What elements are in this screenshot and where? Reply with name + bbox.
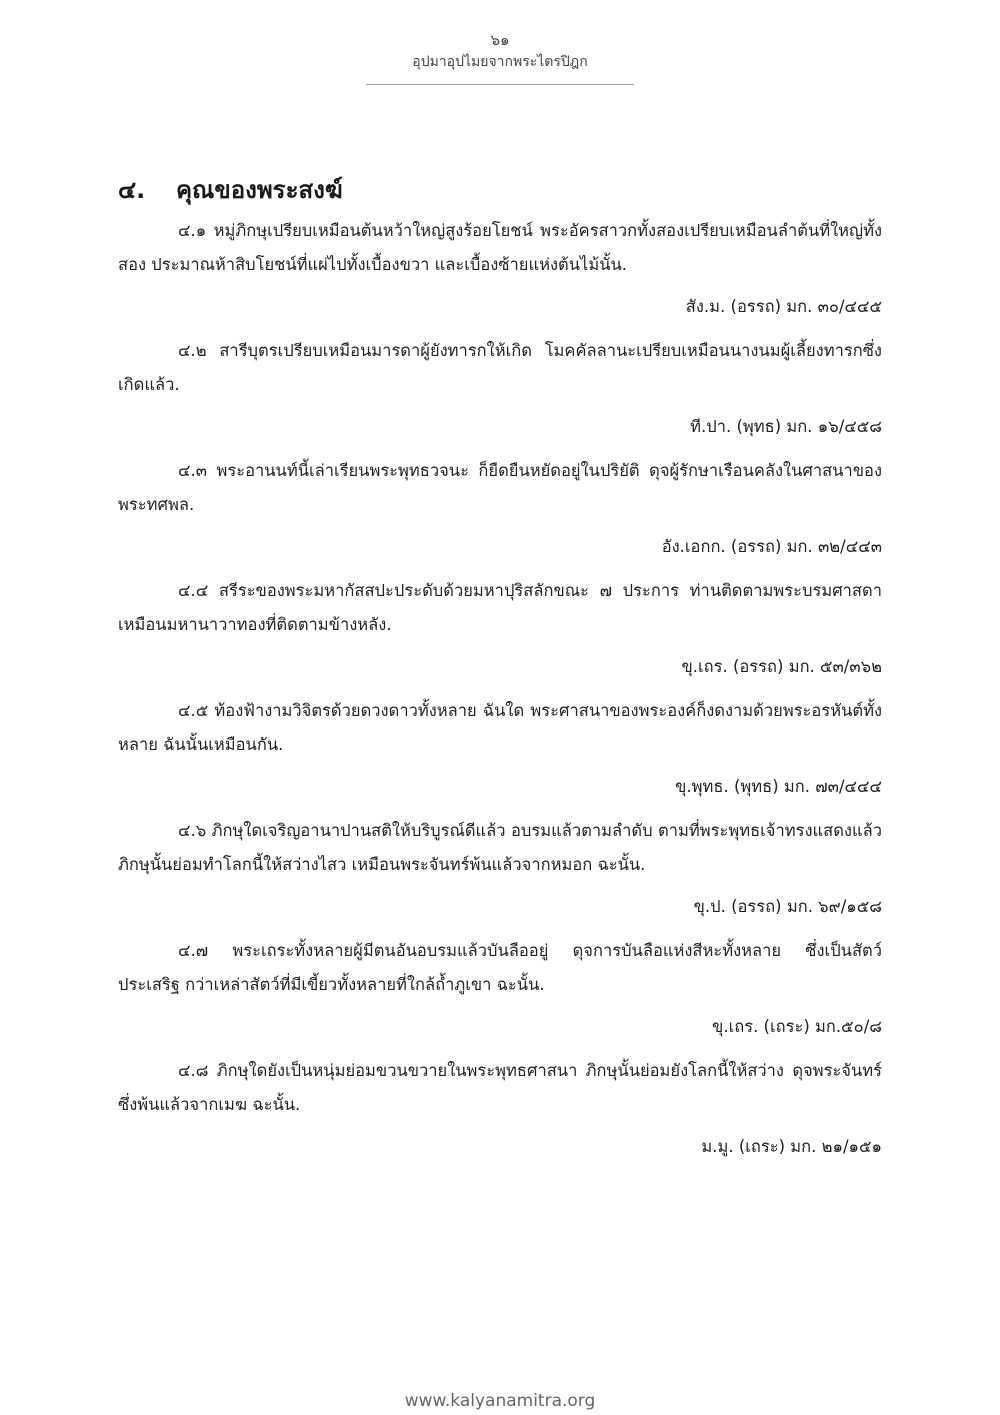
entry-reference: อัง.เอกก. (อรรถ) มก. ๓๒/๔๔๓ — [661, 537, 882, 556]
entry-reference: ที.ปา. (พุทธ) มก. ๑๖/๔๕๘ — [690, 417, 882, 436]
page-header — [0, 30, 1000, 85]
entry-4-7 — [118, 934, 882, 1044]
entry-4-2 — [118, 334, 882, 444]
entry-text: ๔.๓ พระอานนท์นี้เล่าเรียนพระพุทธวจนะ ก็ยืดยืนหยัดอยู่ในปริยัติ ดุจผู้รักษาเรือนคลังในศาสนาของพระทศพล. — [118, 461, 882, 514]
section-title: คุณของพระสงฆ์ — [176, 176, 343, 204]
entry-text: ๔.๒ สารีบุตรเปรียบเหมือนมารดาผู้ยังทารกให้เกิด โมคคัลลานะเปรียบเหมือนนางนมผู้เลี้ยงทารกซึ่งเกิดแล้ว. — [118, 341, 882, 394]
entry-text: ๔.๑ หมู่ภิกษุเปรียบเหมือนต้นหว้าใหญ่สูงร้อยโยชน์ พระอัครสาวกทั้งสองเปรียบเหมือนลำต้นที่ใหญ่ทั้งสอง ประมาณห้าสิบโยชน์ที่แผ่ไปทั้งเบื้องขวา และเบื้องซ้ายแห่งต้นไม้นั้น. — [118, 221, 882, 274]
entry-reference: ม.มู. (เถระ) มก. ๒๑/๑๕๑ — [701, 1137, 882, 1156]
entry-4-1 — [118, 214, 882, 324]
page-body — [118, 172, 882, 1174]
header-divider — [366, 84, 634, 85]
entry-text: ๔.๔ สรีระของพระมหากัสสปะประดับด้วยมหาปุริสลักขณะ ๗ ประการ ท่านติดตามพระบรมศาสดา เหมือนมหานาวาทองที่ติดตามข้างหลัง. — [118, 581, 882, 634]
footer-website: www.kalyanamitra.org — [404, 1391, 596, 1411]
section-number: ๔. — [118, 176, 146, 204]
entry-4-4 — [118, 574, 882, 684]
entry-reference: สัง.ม. (อรรถ) มก. ๓๐/๔๔๕ — [685, 297, 882, 316]
entry-4-3 — [118, 454, 882, 564]
entry-4-8 — [118, 1054, 882, 1164]
entry-reference: ขุ.พุทธ. (พุทธ) มก. ๗๓/๔๔๔ — [675, 777, 882, 796]
entry-text: ๔.๗ พระเถระทั้งหลายผู้มีตนอันอบรมแล้วบันลืออยู่ ดุจการบันลือแห่งสีหะทั้งหลาย ซึ่งเป็นสัตว์ประเสริฐ กว่าเหล่าสัตว์ที่มีเขี้ยวทั้งหลายที่ใกล้ถ้ำภูเขา ฉะนั้น. — [118, 941, 882, 994]
entry-text: ๔.๕ ท้องฟ้างามวิจิตรด้วยดวงดาวทั้งหลาย ฉันใด พระศาสนาของพระองค์ก็งดงามด้วยพระอรหันต์ทั้งหลาย ฉันนั้นเหมือนกัน. — [118, 701, 882, 754]
entry-text: ๔.๖ ภิกษุใดเจริญอานาปานสติให้บริบูรณ์ดีแล้ว อบรมแล้วตามลำดับ ตามที่พระพุทธเจ้าทรงแสดงแล้ว ภิกษุนั้นย่อมทำโลกนี้ให้สว่างไสว เหมือนพระจันทร์พ้นแล้วจากหมอก ฉะนั้น. — [118, 821, 882, 874]
entry-text: ๔.๘ ภิกษุใดยังเป็นหนุ่มย่อมขวนขวายในพระพุทธศาสนา ภิกษุนั้นย่อมยังโลกนี้ให้สว่าง ดุจพระจันทร์ซึ่งพ้นแล้วจากเมฆ ฉะนั้น. — [118, 1061, 882, 1114]
entry-reference: ขุ.เถร. (อรรถ) มก. ๕๓/๓๖๒ — [681, 657, 882, 676]
entry-reference: ขุ.ป. (อรรถ) มก. ๖๙/๑๕๘ — [693, 897, 882, 916]
page-number: ๖๑ — [490, 31, 510, 49]
entry-reference: ขุ.เถร. (เถระ) มก.๕๐/๘ — [712, 1017, 882, 1036]
entry-4-5 — [118, 694, 882, 804]
section-heading — [118, 172, 882, 208]
running-title: อุปมาอุปไมยจากพระไตรปิฎก — [412, 54, 588, 70]
entry-4-6 — [118, 814, 882, 924]
